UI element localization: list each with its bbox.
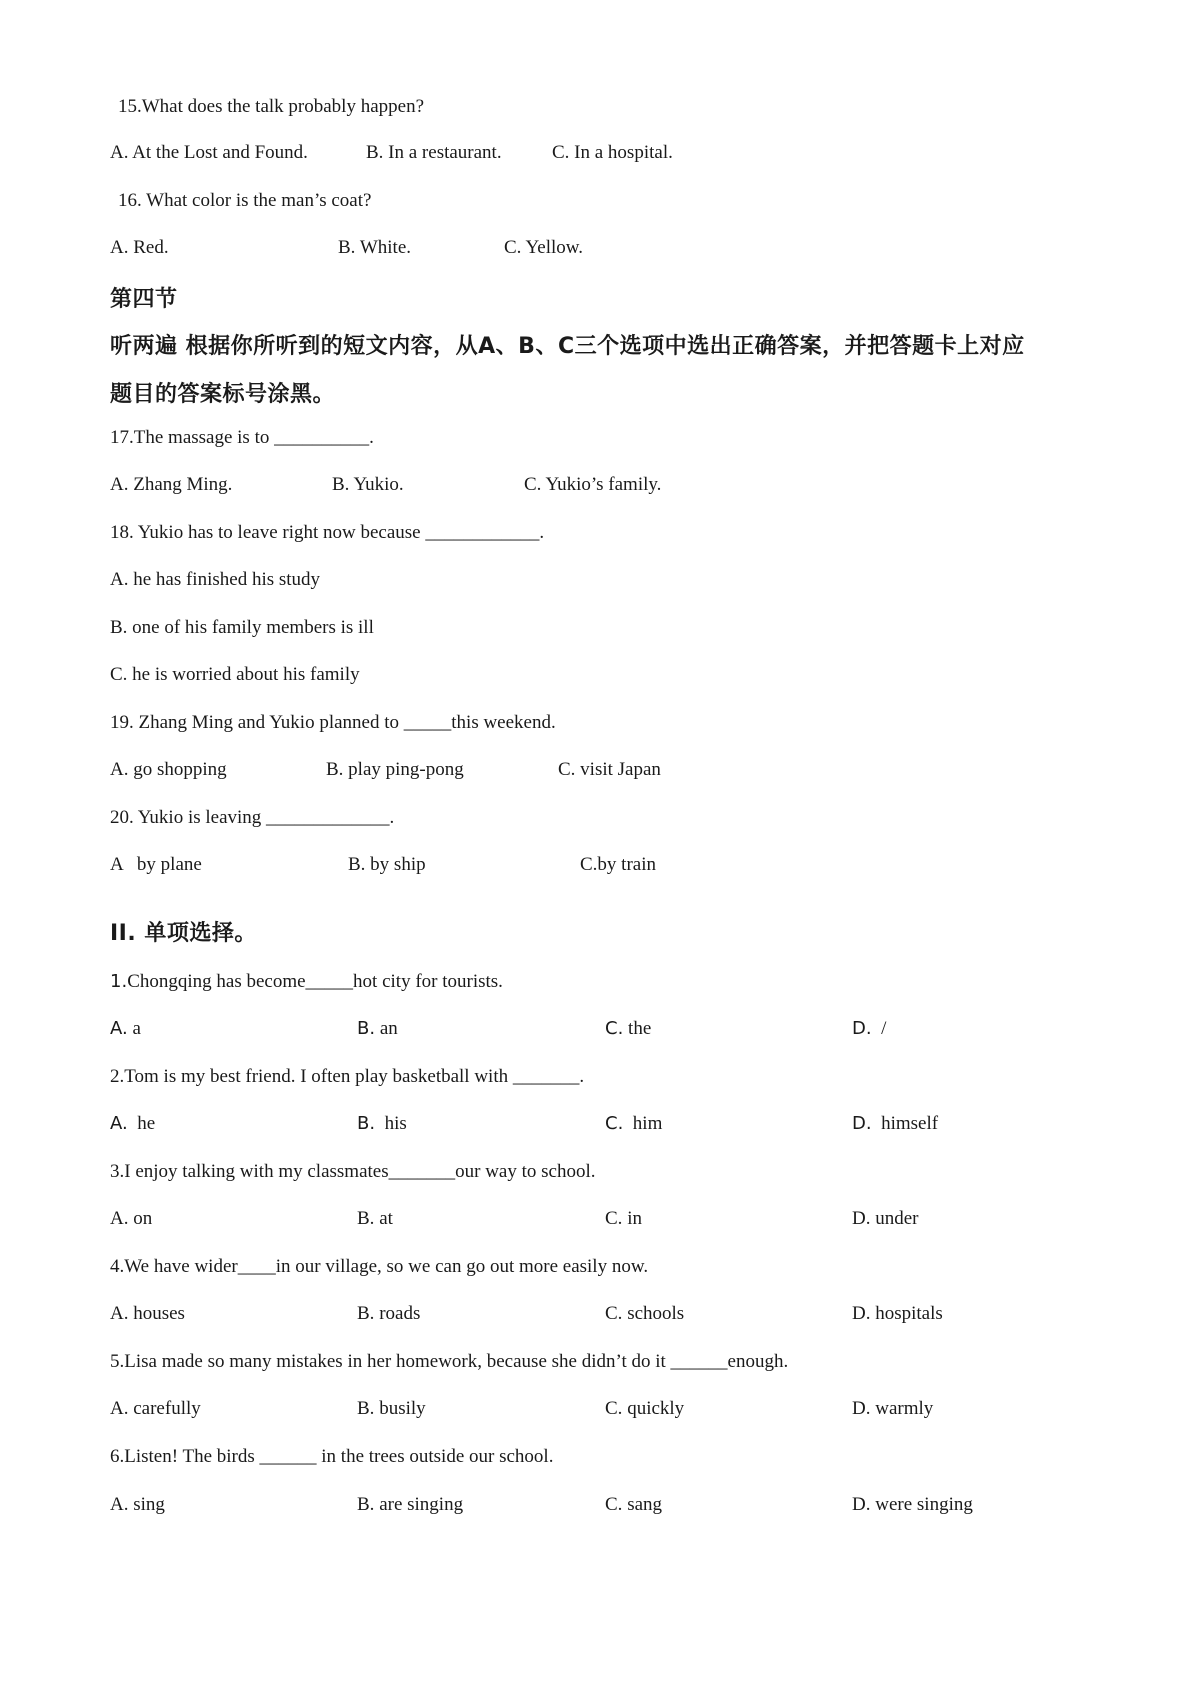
question-17-stem: 17.The massage is to __________. — [110, 427, 374, 448]
g1-option-c: C. the — [605, 1018, 652, 1039]
question-19-stem: 19. Zhang Ming and Yukio planned to _____this weekend. — [110, 712, 556, 733]
g2-option-a: A. he — [110, 1113, 156, 1134]
q20-option-c: C.by train — [580, 854, 656, 875]
q16-option-b: B. White. — [338, 237, 412, 258]
question-number: 4. — [110, 1256, 125, 1277]
g4-option-b: B. roads — [357, 1303, 421, 1324]
question-stem: Lisa made so many mistakes in her homework, because she didn’t do it ______enough. — [124, 1351, 789, 1372]
question-stem: Listen! The birds ______ in the trees outside our school. — [124, 1446, 554, 1467]
q17-option-b: B. Yukio. — [332, 474, 404, 495]
q17-option-a: A. Zhang Ming. — [110, 474, 233, 495]
grammar-question-6 — [110, 1446, 553, 1468]
g5-option-c: C. quickly — [605, 1398, 685, 1419]
q20-option-a: A by plane — [110, 854, 202, 875]
grammar-question-3 — [110, 1161, 595, 1183]
g6-option-c: C. sang — [605, 1494, 663, 1515]
question-number: 3. — [110, 1161, 125, 1182]
question-stem: I enjoy talking with my classmates_______our way to school. — [124, 1161, 596, 1182]
q15-option-c: C. In a hospital. — [552, 142, 673, 163]
q19-option-a: A. go shopping — [110, 759, 227, 780]
g3-option-d: D. under — [852, 1208, 919, 1229]
g6-option-a: A. sing — [110, 1494, 165, 1515]
question-16-stem: 16. What color is the man’s coat? — [118, 190, 372, 211]
g1-option-d: D. / — [852, 1018, 887, 1039]
g1-option-a: A. a — [110, 1018, 141, 1039]
q18-option-c: C. he is worried about his family — [110, 664, 360, 685]
q15-option-a: A. At the Lost and Found. — [110, 142, 308, 163]
q17-option-c: C. Yukio’s family. — [524, 474, 662, 495]
question-number: 1. — [110, 971, 128, 992]
grammar-question-5 — [110, 1351, 788, 1373]
q18-option-b: B. one of his family members is ill — [110, 617, 374, 638]
grammar-question-4 — [110, 1256, 648, 1278]
q20-option-b: B. by ship — [348, 854, 426, 875]
g3-option-c: C. in — [605, 1208, 642, 1229]
g5-option-d: D. warmly — [852, 1398, 934, 1419]
question-number: 6. — [110, 1446, 125, 1467]
question-number: 2. — [110, 1066, 125, 1087]
g3-option-a: A. on — [110, 1208, 153, 1229]
g2-option-c: C. him — [605, 1113, 663, 1134]
q15-option-b: B. In a restaurant. — [366, 142, 502, 163]
g6-option-d: D. were singing — [852, 1494, 973, 1515]
section-4-title: 第四节 — [110, 287, 178, 312]
question-stem: We have wider____in our village, so we can go out more easily now. — [124, 1256, 649, 1277]
g1-option-b: B. an — [357, 1018, 398, 1039]
section-4-instruction-line-1: 听两遍 根据你所听到的短文内容，从A、B、C三个选项中选出正确答案，并把答题卡上对应 — [110, 334, 1025, 359]
q18-option-a: A. he has finished his study — [110, 569, 321, 590]
question-15-stem: 15.What does the talk probably happen? — [118, 96, 425, 117]
question-18-stem: 18. Yukio has to leave right now because ____________. — [110, 522, 545, 543]
g4-option-a: A. houses — [110, 1303, 185, 1324]
question-20-stem: 20. Yukio is leaving _____________. — [110, 807, 395, 828]
g2-option-b: B. his — [357, 1113, 407, 1134]
q19-option-c: C. visit Japan — [558, 759, 661, 780]
question-stem: Chongqing has become_____hot city for tourists. — [127, 971, 503, 992]
section-2-title: II. 单项选择。 — [110, 921, 257, 946]
grammar-question-1 — [110, 971, 503, 993]
grammar-question-2 — [110, 1066, 584, 1088]
q19-option-b: B. play ping-pong — [326, 759, 464, 780]
g2-option-d: D. himself — [852, 1113, 939, 1134]
q16-option-a: A. Red. — [110, 237, 169, 258]
g4-option-d: D. hospitals — [852, 1303, 943, 1324]
g4-option-c: C. schools — [605, 1303, 685, 1324]
q16-option-c: C. Yellow. — [504, 237, 584, 258]
section-4-instruction-line-2: 题目的答案标号涂黑。 — [110, 382, 336, 407]
g3-option-b: B. at — [357, 1208, 393, 1229]
g6-option-b: B. are singing — [357, 1494, 464, 1515]
question-stem: Tom is my best friend. I often play basketball with _______. — [124, 1066, 585, 1087]
g5-option-b: B. busily — [357, 1398, 426, 1419]
question-number: 5. — [110, 1351, 125, 1372]
g5-option-a: A. carefully — [110, 1398, 201, 1419]
